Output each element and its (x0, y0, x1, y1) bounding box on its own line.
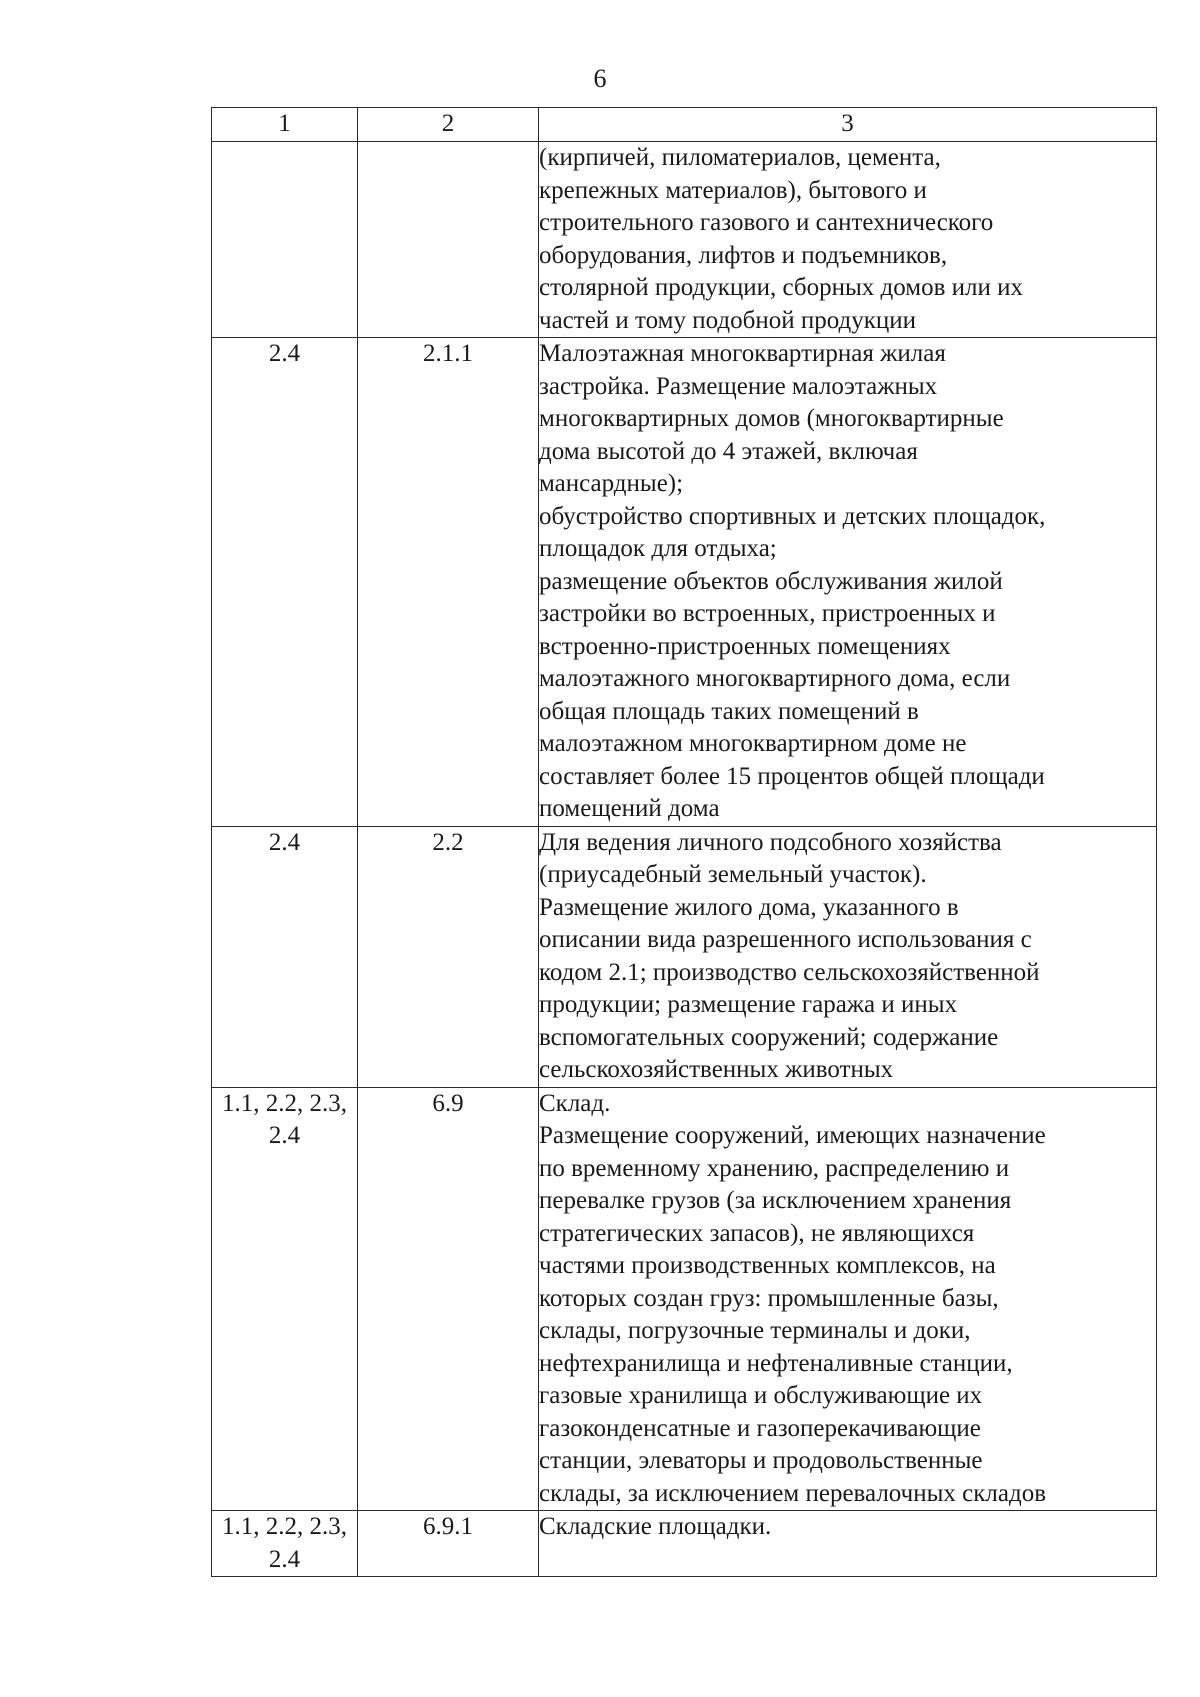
description-line: по временному хранению, распределению и (539, 1154, 1010, 1182)
zone-code: 1.1, 2.2, (222, 1513, 304, 1540)
table-row (212, 826, 1157, 1087)
land-use-table (211, 107, 1157, 1577)
zone-codes-cell (212, 1511, 358, 1577)
description-line: многоквартирных домов (многоквартирные (539, 405, 1004, 432)
use-code-cell (358, 826, 539, 1087)
description-line: сельскохозяйственных животных (539, 1056, 894, 1083)
description-line: встроенно-пристроенных помещениях (539, 632, 951, 660)
table-row (212, 1511, 1157, 1577)
table-header-row (212, 108, 1157, 142)
description-line: станции, элеваторы и продовольственные (539, 1447, 983, 1474)
zone-codes-cell (212, 338, 358, 827)
column-header-3: 3 (539, 108, 1157, 142)
table-row (212, 1087, 1157, 1511)
description-line: мансардные); (539, 470, 684, 497)
description-line: Размещение жилого дома, указанного в (539, 893, 959, 921)
description-line: Размещение сооружений, имеющих назначение (539, 1122, 1046, 1149)
description-line: которых создан груз: промышленные базы, (539, 1284, 999, 1312)
description-line: частями производственных комплексов, на (539, 1252, 996, 1279)
use-code-cell (358, 1511, 539, 1577)
use-code-cell (358, 338, 539, 827)
zone-codes-cell (212, 142, 358, 338)
description-line: вспомогательных сооружений; содержание (539, 1023, 999, 1051)
zone-code: 1.1, 2.2, (222, 1089, 304, 1117)
page-number: 6 (593, 64, 607, 93)
description-line: оборудования, лифтов и подъемников, (539, 241, 948, 269)
description-line: газоконденсатные и газоперекачивающие (539, 1414, 981, 1442)
use-code: 2.1.1 (423, 340, 473, 367)
description-line: Складские площадки. (539, 1513, 772, 1540)
description-line: кодом 2.1; производство сельскохозяйственной (539, 958, 1040, 986)
zone-codes-cell (212, 1087, 358, 1511)
use-description-cell (539, 1087, 1157, 1511)
use-code: 2.2 (432, 828, 464, 856)
use-code-cell (358, 142, 539, 338)
description-line: обустройство спортивных и детских площадок, (539, 502, 1046, 530)
description-line: газовые хранилища и обслуживающие их (539, 1382, 983, 1409)
description-line: площадок для отдыха; (539, 535, 777, 562)
use-description-cell (539, 826, 1157, 1087)
column-header-2: 2 (358, 108, 539, 142)
description-line: помещений дома (539, 795, 720, 822)
use-description-cell (539, 142, 1157, 338)
use-code-cell (358, 1087, 539, 1511)
description-line: составляет более 15 процентов общей площади (539, 762, 1045, 790)
description-line: склады, за исключением перевалочных складов (539, 1479, 1046, 1507)
zone-codes-cell (212, 826, 358, 1087)
zone-code: 2.4 (268, 828, 301, 856)
description-line: застройки во встроенных, пристроенных и (539, 600, 996, 627)
description-line: строительного газового и сантехнического (539, 209, 994, 236)
description-line: Малоэтажная многоквартирная жилая (539, 340, 946, 367)
description-line: малоэтажного многоквартирного дома, если (539, 665, 1011, 692)
zone-code: 2.3, 2.4 (268, 1089, 347, 1149)
table-row (212, 142, 1157, 338)
use-description-cell (539, 1511, 1157, 1577)
description-line: частей и тому подобной продукции (539, 306, 917, 334)
description-line: стратегических запасов), не являющихся (539, 1219, 975, 1247)
description-line: столярной продукции, сборных домов или их (539, 274, 1024, 301)
description-line: дома высотой до 4 этажей, включая (539, 437, 918, 465)
description-line: перевалке грузов (за исключением хранения (539, 1187, 1012, 1214)
description-line: описании вида разрешенного использования с (539, 926, 1032, 953)
description-line: общая площадь таких помещений в (539, 697, 919, 725)
use-description-cell (539, 338, 1157, 827)
description-line: (кирпичей, пиломатериалов, цемента, (539, 144, 941, 171)
description-line: малоэтажном многоквартирном доме не (539, 730, 967, 757)
table-row (212, 338, 1157, 827)
column-header-1: 1 (212, 108, 358, 142)
description-line: Для ведения личного подсобного хозяйства (539, 828, 1002, 856)
description-line: (приусадебный земельный участок). (539, 861, 927, 888)
use-code: 6.9.1 (423, 1513, 473, 1540)
description-line: крепежных материалов), бытового и (539, 176, 927, 204)
description-line: размещение объектов обслуживания жилой (539, 567, 1003, 595)
description-line: склады, погрузочные терминалы и доки, (539, 1317, 971, 1344)
description-line: нефтехранилища и нефтеналивные станции, (539, 1349, 1013, 1377)
description-line: застройка. Размещение малоэтажных (539, 372, 938, 400)
use-code: 6.9 (432, 1089, 464, 1117)
zone-code: 2.4 (268, 340, 301, 367)
zone-code: 2.3, 2.4 (268, 1513, 347, 1573)
description-line: продукции; размещение гаража и иных (539, 991, 958, 1018)
description-line: Склад. (539, 1089, 611, 1117)
